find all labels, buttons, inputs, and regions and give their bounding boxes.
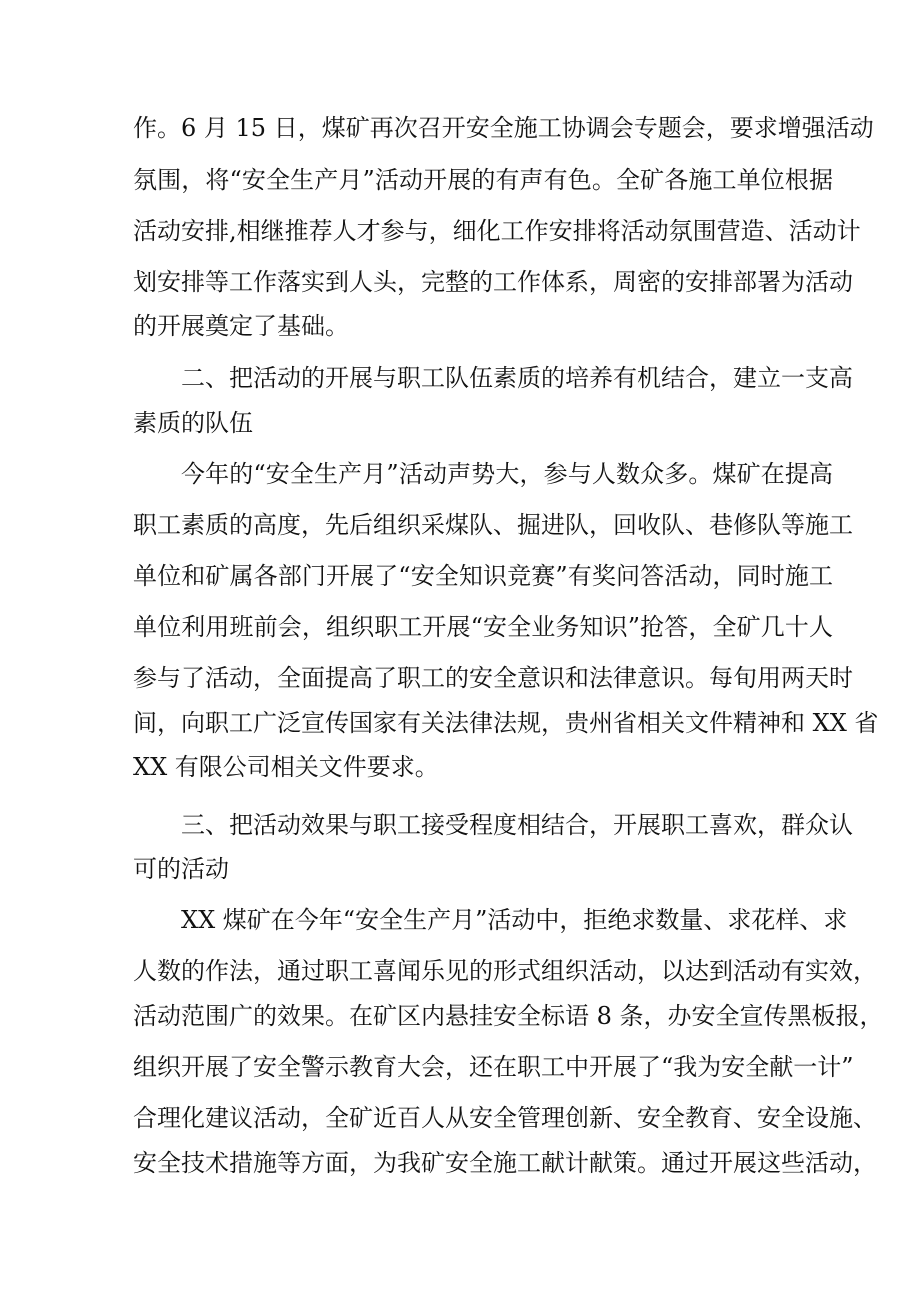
paragraph-line: 单位利用班前会，组织职工开展“安全业务知识”抢答，全矿几十人 (133, 613, 833, 641)
paragraph-line: 今年的“安全生产月”活动声势大，参与人数众多。煤矿在提高 (181, 460, 833, 488)
section-heading-line: 三、把活动效果与职工接受程度相结合，开展职工喜欢，群众认 (181, 811, 853, 839)
paragraph-line: 人数的作法，通过职工喜闻乐见的形式组织活动，以达到活动有实效， (133, 957, 877, 985)
paragraph-line: XX 有限公司相关文件要求。 (133, 753, 439, 781)
section-heading-line: 二、把活动的开展与职工队伍素质的培养有机结合，建立一支高 (181, 364, 853, 392)
paragraph-line: 职工素质的高度，先后组织采煤队、掘进队，回收队、巷修队等施工 (133, 511, 853, 539)
paragraph-line: 单位和矿属各部门开展了“安全知识竞赛”有奖问答活动，同时施工 (133, 562, 833, 590)
paragraph-line: 间，向职工广泛宣传国家有关法律法规，贵州省相关文件精神和 XX 省 (133, 709, 879, 737)
paragraph-line: XX 煤矿在今年“安全生产月”活动中，拒绝求数量、求花样、求 (181, 906, 848, 934)
paragraph-line: 作。6 月 15 日，煤矿再次召开安全施工协调会专题会，要求增强活动 (133, 114, 874, 142)
paragraph-line: 氛围，将“安全生产月”活动开展的有声有色。全矿各施工单位根据 (133, 166, 833, 194)
paragraph-line: 的开展奠定了基础。 (133, 312, 349, 340)
paragraph-line: 活动安排,相继推荐人才参与，细化工作安排将活动氛围营造、活动计 (133, 217, 861, 245)
paragraph-line: 参与了活动，全面提高了职工的安全意识和法律意识。每旬用两天时 (133, 664, 853, 692)
section-heading-line: 素质的队伍 (133, 409, 253, 437)
paragraph-line: 安全技术措施等方面，为我矿安全施工献计献策。通过开展这些活动， (133, 1149, 877, 1177)
paragraph-line: 活动范围广的效果。在矿区内悬挂安全标语 8 条，办安全宣传黑板报， (133, 1002, 884, 1030)
paragraph-line: 合理化建议活动，全矿近百人从安全管理创新、安全教育、安全设施、 (133, 1104, 877, 1132)
section-heading-line: 可的活动 (133, 855, 229, 883)
paragraph-line: 划安排等工作落实到人头，完整的工作体系，周密的安排部署为活动 (133, 268, 853, 296)
paragraph-line: 组织开展了安全警示教育大会，还在职工中开展了“我为安全献一计” (133, 1053, 854, 1081)
